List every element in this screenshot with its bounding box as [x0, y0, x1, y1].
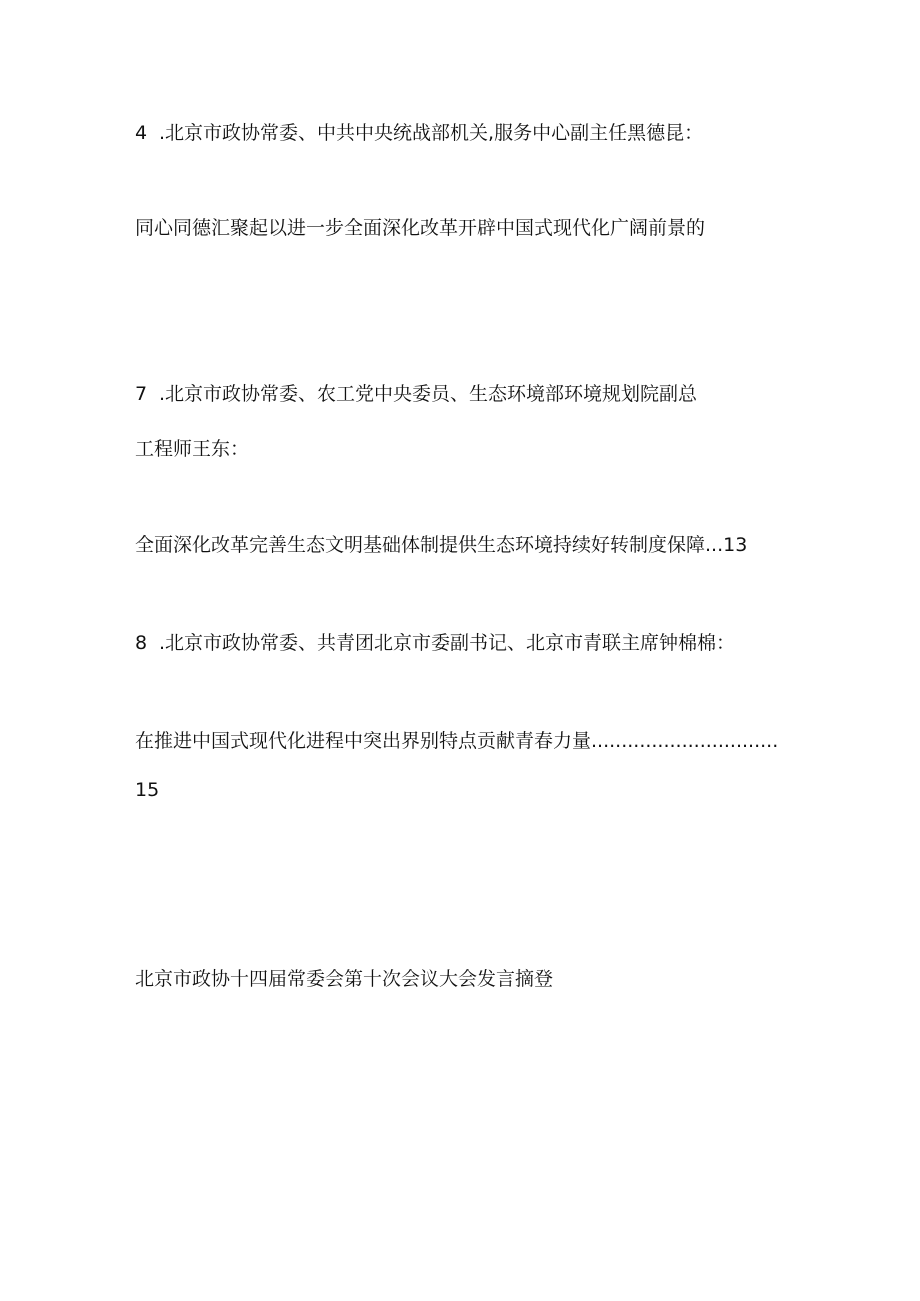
toc-item-7-heading-text: .北京市政协常委、农工党中央委员、生态环境部环境规划院副总 [159, 383, 698, 405]
toc-item-8-page: 15 [135, 779, 160, 801]
toc-item-8-heading [135, 631, 735, 655]
section-title: 北京市政协十四届常委会第十次会议大会发言摘登 [135, 968, 554, 990]
toc-item-7-heading-cont: 工程师王东： [135, 438, 250, 460]
toc-item-8-title: 在推进中国式现代化进程中突出界别特点贡献青春力量............................... [135, 730, 779, 752]
toc-item-4-heading-text: .北京市政协常委、中共中央统战部机关,服务中心副主任黑德昆： [159, 122, 704, 144]
toc-item-4-number: 4 [135, 122, 148, 144]
toc-item-8-heading-text: .北京市政协常委、共青团北京市委副书记、北京市青联主席钟棉棉： [159, 632, 736, 654]
toc-item-4-heading [135, 121, 703, 145]
toc-item-7-number: 7 [135, 383, 148, 405]
toc-item-4-title: 同心同德汇聚起以进一步全面深化改革开辟中国式现代化广阔前景的 [135, 217, 706, 239]
toc-item-8-number: 8 [135, 632, 148, 654]
toc-item-7-title: 全面深化改革完善生态文明基础体制提供生态环境持续好转制度保障...13 [135, 534, 748, 556]
toc-item-7-heading [135, 382, 697, 406]
